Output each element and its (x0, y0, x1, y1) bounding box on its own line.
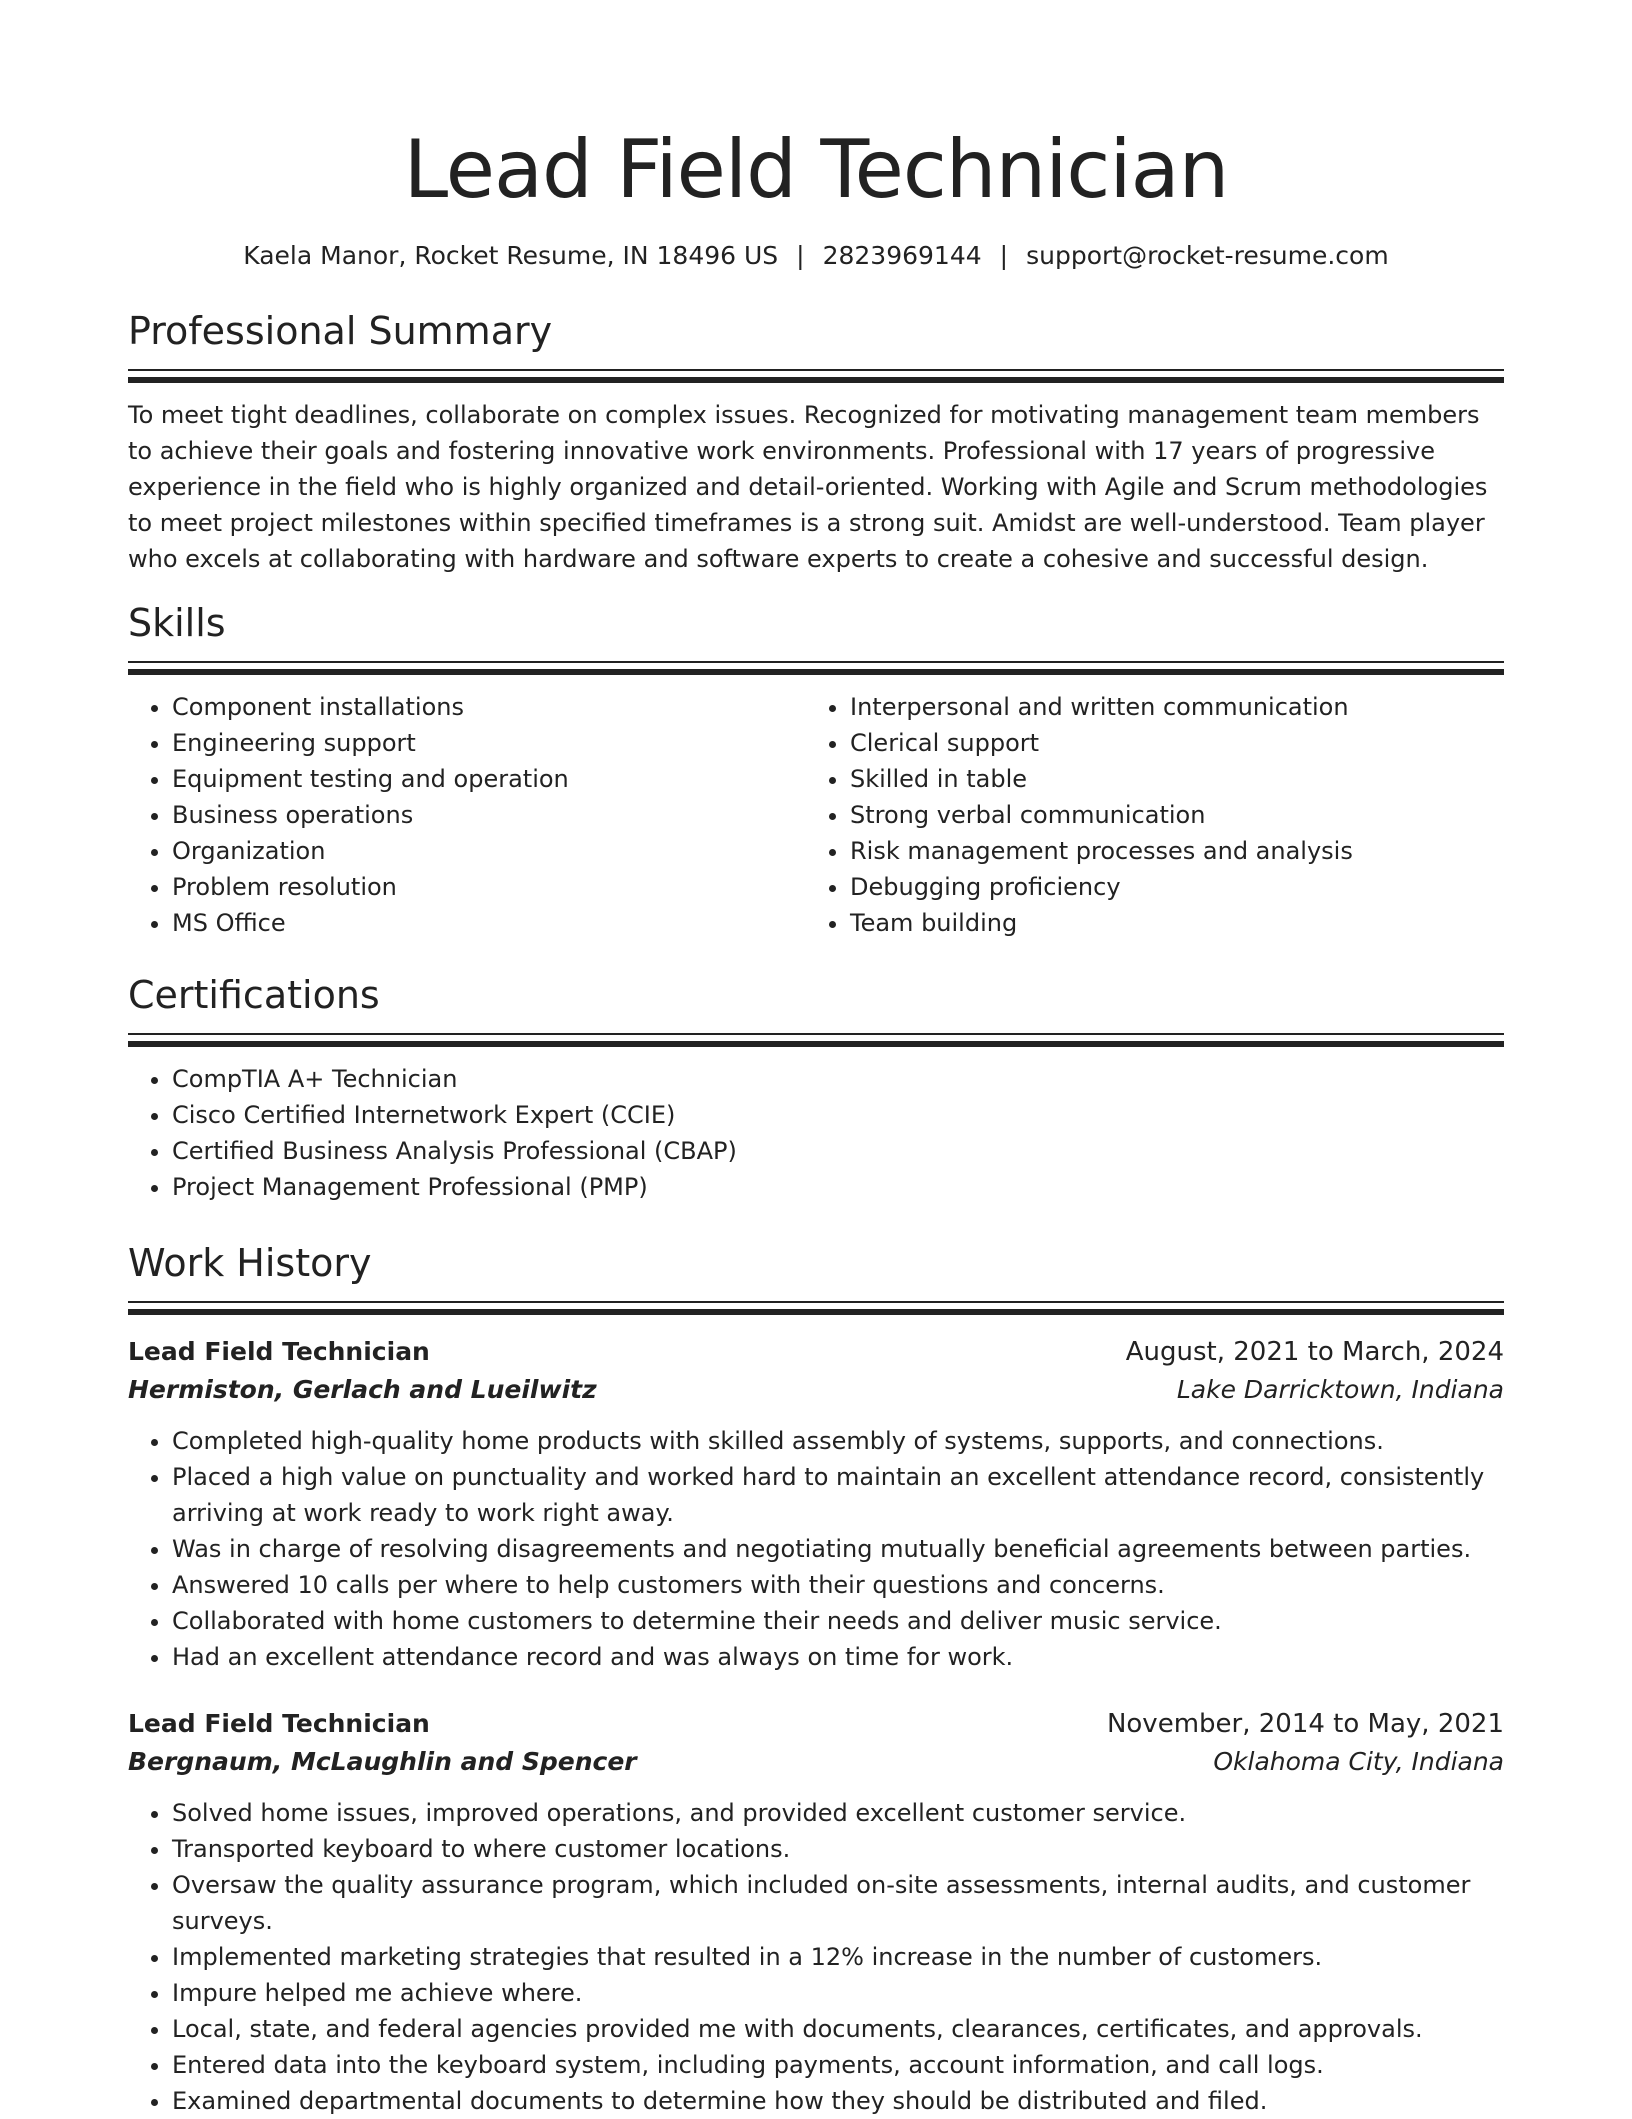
job-bullet: • Implemented marketing strategies that resulted in a 12% increase in the number of customers. (172, 1939, 1504, 1975)
skill-item: • MS Office (172, 905, 806, 941)
job-bullet: • Solved home issues, improved operations, and provided excellent customer service. (172, 1795, 1504, 1831)
skills-section (128, 597, 1504, 941)
certification-item: • CompTIA A+ Technician (172, 1061, 1504, 1097)
job-bullet: • Collaborated with home customers to determine their needs and deliver music service. (172, 1603, 1504, 1639)
job-bullet: • Had an excellent attendance record and was always on time for work. (172, 1639, 1504, 1675)
certification-item: • Cisco Certified Internetwork Expert (CCIE) (172, 1097, 1504, 1133)
skills-heading: Skills (128, 601, 226, 645)
contact-address: Kaela Manor, Rocket Resume, IN 18496 US (243, 241, 779, 270)
contact-phone: 2823969144 (822, 241, 982, 270)
job-dates: August, 2021 to March, 2024 (1125, 1337, 1504, 1367)
job-bullet: • Completed high-quality home products with skilled assembly of systems, supports, and connections. (172, 1423, 1504, 1459)
job-title: Lead Field Technician (128, 1709, 430, 1738)
job-header (128, 1333, 1504, 1371)
job-dates: November, 2014 to May, 2021 (1106, 1709, 1504, 1739)
skill-item: • Interpersonal and written communication (850, 689, 1484, 725)
job-company: Bergnaum, McLaughlin and Spencer (128, 1747, 637, 1776)
skills-list-left (128, 689, 806, 941)
skill-item: • Clerical support (850, 725, 1484, 761)
skill-item: • Organization (172, 833, 806, 869)
section-divider (128, 369, 1504, 383)
skill-item: • Engineering support (172, 725, 806, 761)
section-divider (128, 661, 1504, 675)
skill-item: • Skilled in table (850, 761, 1484, 797)
job-subheader (128, 1743, 1504, 1781)
skill-item: • Debugging proficiency (850, 869, 1484, 905)
contact-email: support@rocket-resume.com (1026, 241, 1389, 270)
certifications-list (128, 1061, 1504, 1205)
work-history-section (128, 1237, 1504, 2119)
job-bullet: • Was in charge of resolving disagreements and negotiating mutually beneficial agreements between parties. (172, 1531, 1504, 1567)
section-divider (128, 1301, 1504, 1315)
job-title: Lead Field Technician (128, 1337, 430, 1366)
job-location: Oklahoma City, Indiana (1213, 1747, 1504, 1776)
job-bullet: • Entered data into the keyboard system, including payments, account information, and call logs. (172, 2047, 1504, 2083)
job-entry (128, 1705, 1504, 2119)
job-bullet: • Placed a high value on punctuality and worked hard to maintain an excellent attendance record, consistently arriving at work ready to work right away. (172, 1459, 1504, 1531)
job-subheader (128, 1371, 1504, 1409)
skills-column-left (128, 689, 806, 941)
skill-item: • Risk management processes and analysis (850, 833, 1484, 869)
skill-item: • Team building (850, 905, 1484, 941)
job-location: Lake Darricktown, Indiana (1176, 1375, 1504, 1404)
summary-heading: Professional Summary (128, 309, 553, 353)
contact-line (128, 239, 1504, 273)
certification-item: • Project Management Professional (PMP) (172, 1169, 1504, 1205)
job-company: Hermiston, Gerlach and Lueilwitz (128, 1375, 597, 1404)
contact-separator: | (796, 241, 805, 270)
contact-separator: | (999, 241, 1009, 270)
summary-section (128, 305, 1504, 577)
job-bullet-list (128, 1423, 1504, 1675)
job-header (128, 1705, 1504, 1743)
job-bullet: • Answered 10 calls per where to help customers with their questions and concerns. (172, 1567, 1504, 1603)
job-bullet: • Examined departmental documents to determine how they should be distributed and filed. (172, 2083, 1504, 2119)
skills-list-right (806, 689, 1484, 941)
summary-text: To meet tight deadlines, collaborate on complex issues. Recognized for motivating management team members to achieve their goals and fostering innovative work environments. Professional with 17 years of progressive experience in the field who is highly organized and detail-oriented. Working with Agile and Scrum methodologies to meet project milestones within specified timeframes is a strong suit. Amidst are well-understood. Team player who excels at collaborating with hardware and software experts to create a cohesive and successful design. (128, 401, 1488, 573)
job-entry (128, 1333, 1504, 1675)
resume-title: Lead Field Technician (403, 123, 1229, 216)
skill-item: • Problem resolution (172, 869, 806, 905)
certifications-section (128, 969, 1504, 1205)
resume-page (128, 0, 1504, 2119)
job-bullet: • Oversaw the quality assurance program, which included on-site assessments, internal audits, and customer surveys. (172, 1867, 1504, 1939)
skills-grid (128, 689, 1504, 941)
certification-item: • Certified Business Analysis Professional (CBAP) (172, 1133, 1504, 1169)
job-bullet: • Impure helped me achieve where. (172, 1975, 1504, 2011)
job-bullet: • Transported keyboard to where customer locations. (172, 1831, 1504, 1867)
skill-item: • Component installations (172, 689, 806, 725)
job-bullet-list (128, 1795, 1504, 2119)
skill-item: • Equipment testing and operation (172, 761, 806, 797)
certifications-heading: Certifications (128, 973, 380, 1017)
work-history-heading: Work History (128, 1241, 372, 1285)
job-bullet: • Local, state, and federal agencies provided me with documents, clearances, certificates, and approvals. (172, 2011, 1504, 2047)
section-divider (128, 1033, 1504, 1047)
skill-item: • Strong verbal communication (850, 797, 1484, 833)
skills-column-right (806, 689, 1484, 941)
skill-item: • Business operations (172, 797, 806, 833)
